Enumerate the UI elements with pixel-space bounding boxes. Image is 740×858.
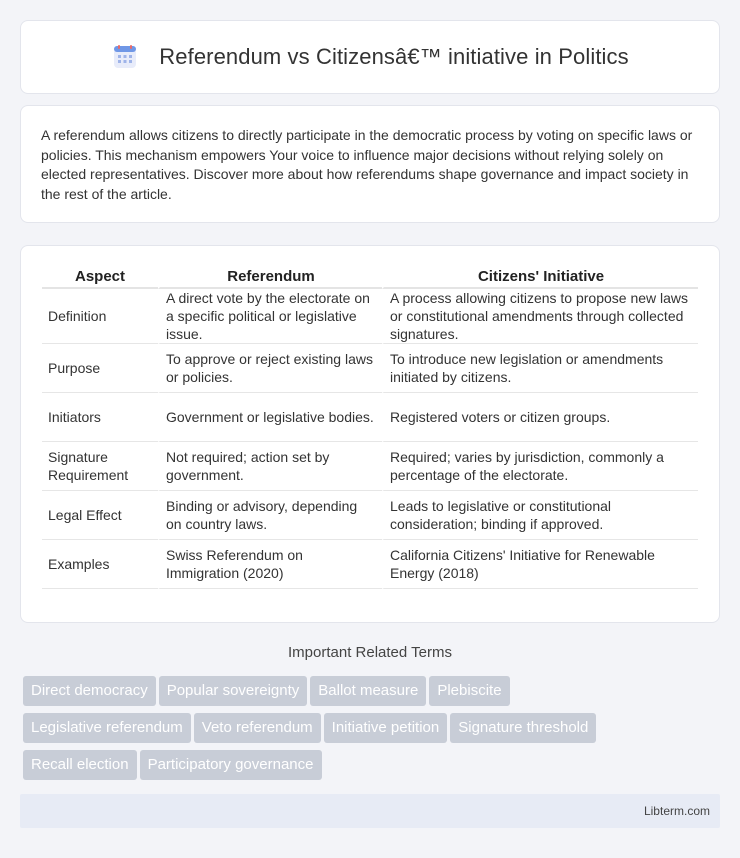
table-row xyxy=(42,540,698,589)
term-tag[interactable]: Initiative petition xyxy=(324,713,448,743)
footer xyxy=(20,794,720,828)
header-referendum: Referendum xyxy=(158,265,382,289)
table-row xyxy=(42,442,698,491)
intro-card xyxy=(20,105,720,223)
related-terms-list xyxy=(23,676,723,787)
table-header-row xyxy=(42,265,698,289)
row-aspect: Initiators xyxy=(42,393,158,442)
row-initiative: To introduce new legislation or amendments initiated by citizens. xyxy=(382,344,698,393)
intro-text: A referendum allows citizens to directly participate in the democratic process by voting on specific laws or policies. This mechanism empowers Your voice to influence major decisions without relying solely on elected representatives. Discover more about how referendums shape governance and impact society in the rest of the article. xyxy=(41,127,693,202)
term-tag[interactable]: Popular sovereignty xyxy=(159,676,308,706)
term-tag[interactable]: Veto referendum xyxy=(194,713,321,743)
row-referendum: Swiss Referendum on Immigration (2020) xyxy=(158,540,382,589)
row-initiative: Required; varies by jurisdiction, commonly a percentage of the electorate. xyxy=(382,442,698,491)
term-tag[interactable]: Signature threshold xyxy=(450,713,596,743)
header-aspect: Aspect xyxy=(42,265,158,289)
table-row xyxy=(42,393,698,442)
term-tag[interactable]: Participatory governance xyxy=(140,750,322,780)
table-row xyxy=(42,491,698,540)
row-aspect: Legal Effect xyxy=(42,491,158,540)
term-tag[interactable]: Recall election xyxy=(23,750,137,780)
row-referendum: Binding or advisory, depending on country laws. xyxy=(158,491,382,540)
term-tag[interactable]: Ballot measure xyxy=(310,676,426,706)
row-referendum: Government or legislative bodies. xyxy=(158,393,382,442)
table-row xyxy=(42,289,698,344)
table-row xyxy=(42,344,698,393)
row-initiative: A process allowing citizens to propose new laws or constitutional amendments through collected signatures. xyxy=(382,289,698,344)
row-aspect: Purpose xyxy=(42,344,158,393)
row-initiative: Registered voters or citizen groups. xyxy=(382,393,698,442)
row-referendum: Not required; action set by government. xyxy=(158,442,382,491)
calendar-grid-icon xyxy=(111,43,139,71)
row-aspect: Signature Requirement xyxy=(42,442,158,491)
term-tag[interactable]: Direct democracy xyxy=(23,676,156,706)
row-aspect: Definition xyxy=(42,289,158,344)
title-card xyxy=(20,20,720,94)
comparison-table xyxy=(42,265,698,589)
row-referendum: To approve or reject existing laws or policies. xyxy=(158,344,382,393)
footer-site-link[interactable]: Libterm.com xyxy=(643,804,710,818)
page-title: Referendum vs Citizensâ€™ initiative in Politics xyxy=(159,44,629,69)
comparison-card xyxy=(20,245,720,623)
header-citizens-initiative: Citizens' Initiative xyxy=(382,265,698,289)
row-referendum: A direct vote by the electorate on a specific political or legislative issue. xyxy=(158,289,382,344)
row-initiative: California Citizens' Initiative for Renewable Energy (2018) xyxy=(382,540,698,589)
row-initiative: Leads to legislative or constitutional consideration; binding if approved. xyxy=(382,491,698,540)
term-tag[interactable]: Legislative referendum xyxy=(23,713,191,743)
term-tag[interactable]: Plebiscite xyxy=(429,676,509,706)
row-aspect: Examples xyxy=(42,540,158,589)
related-terms-heading: Important Related Terms xyxy=(288,644,452,661)
